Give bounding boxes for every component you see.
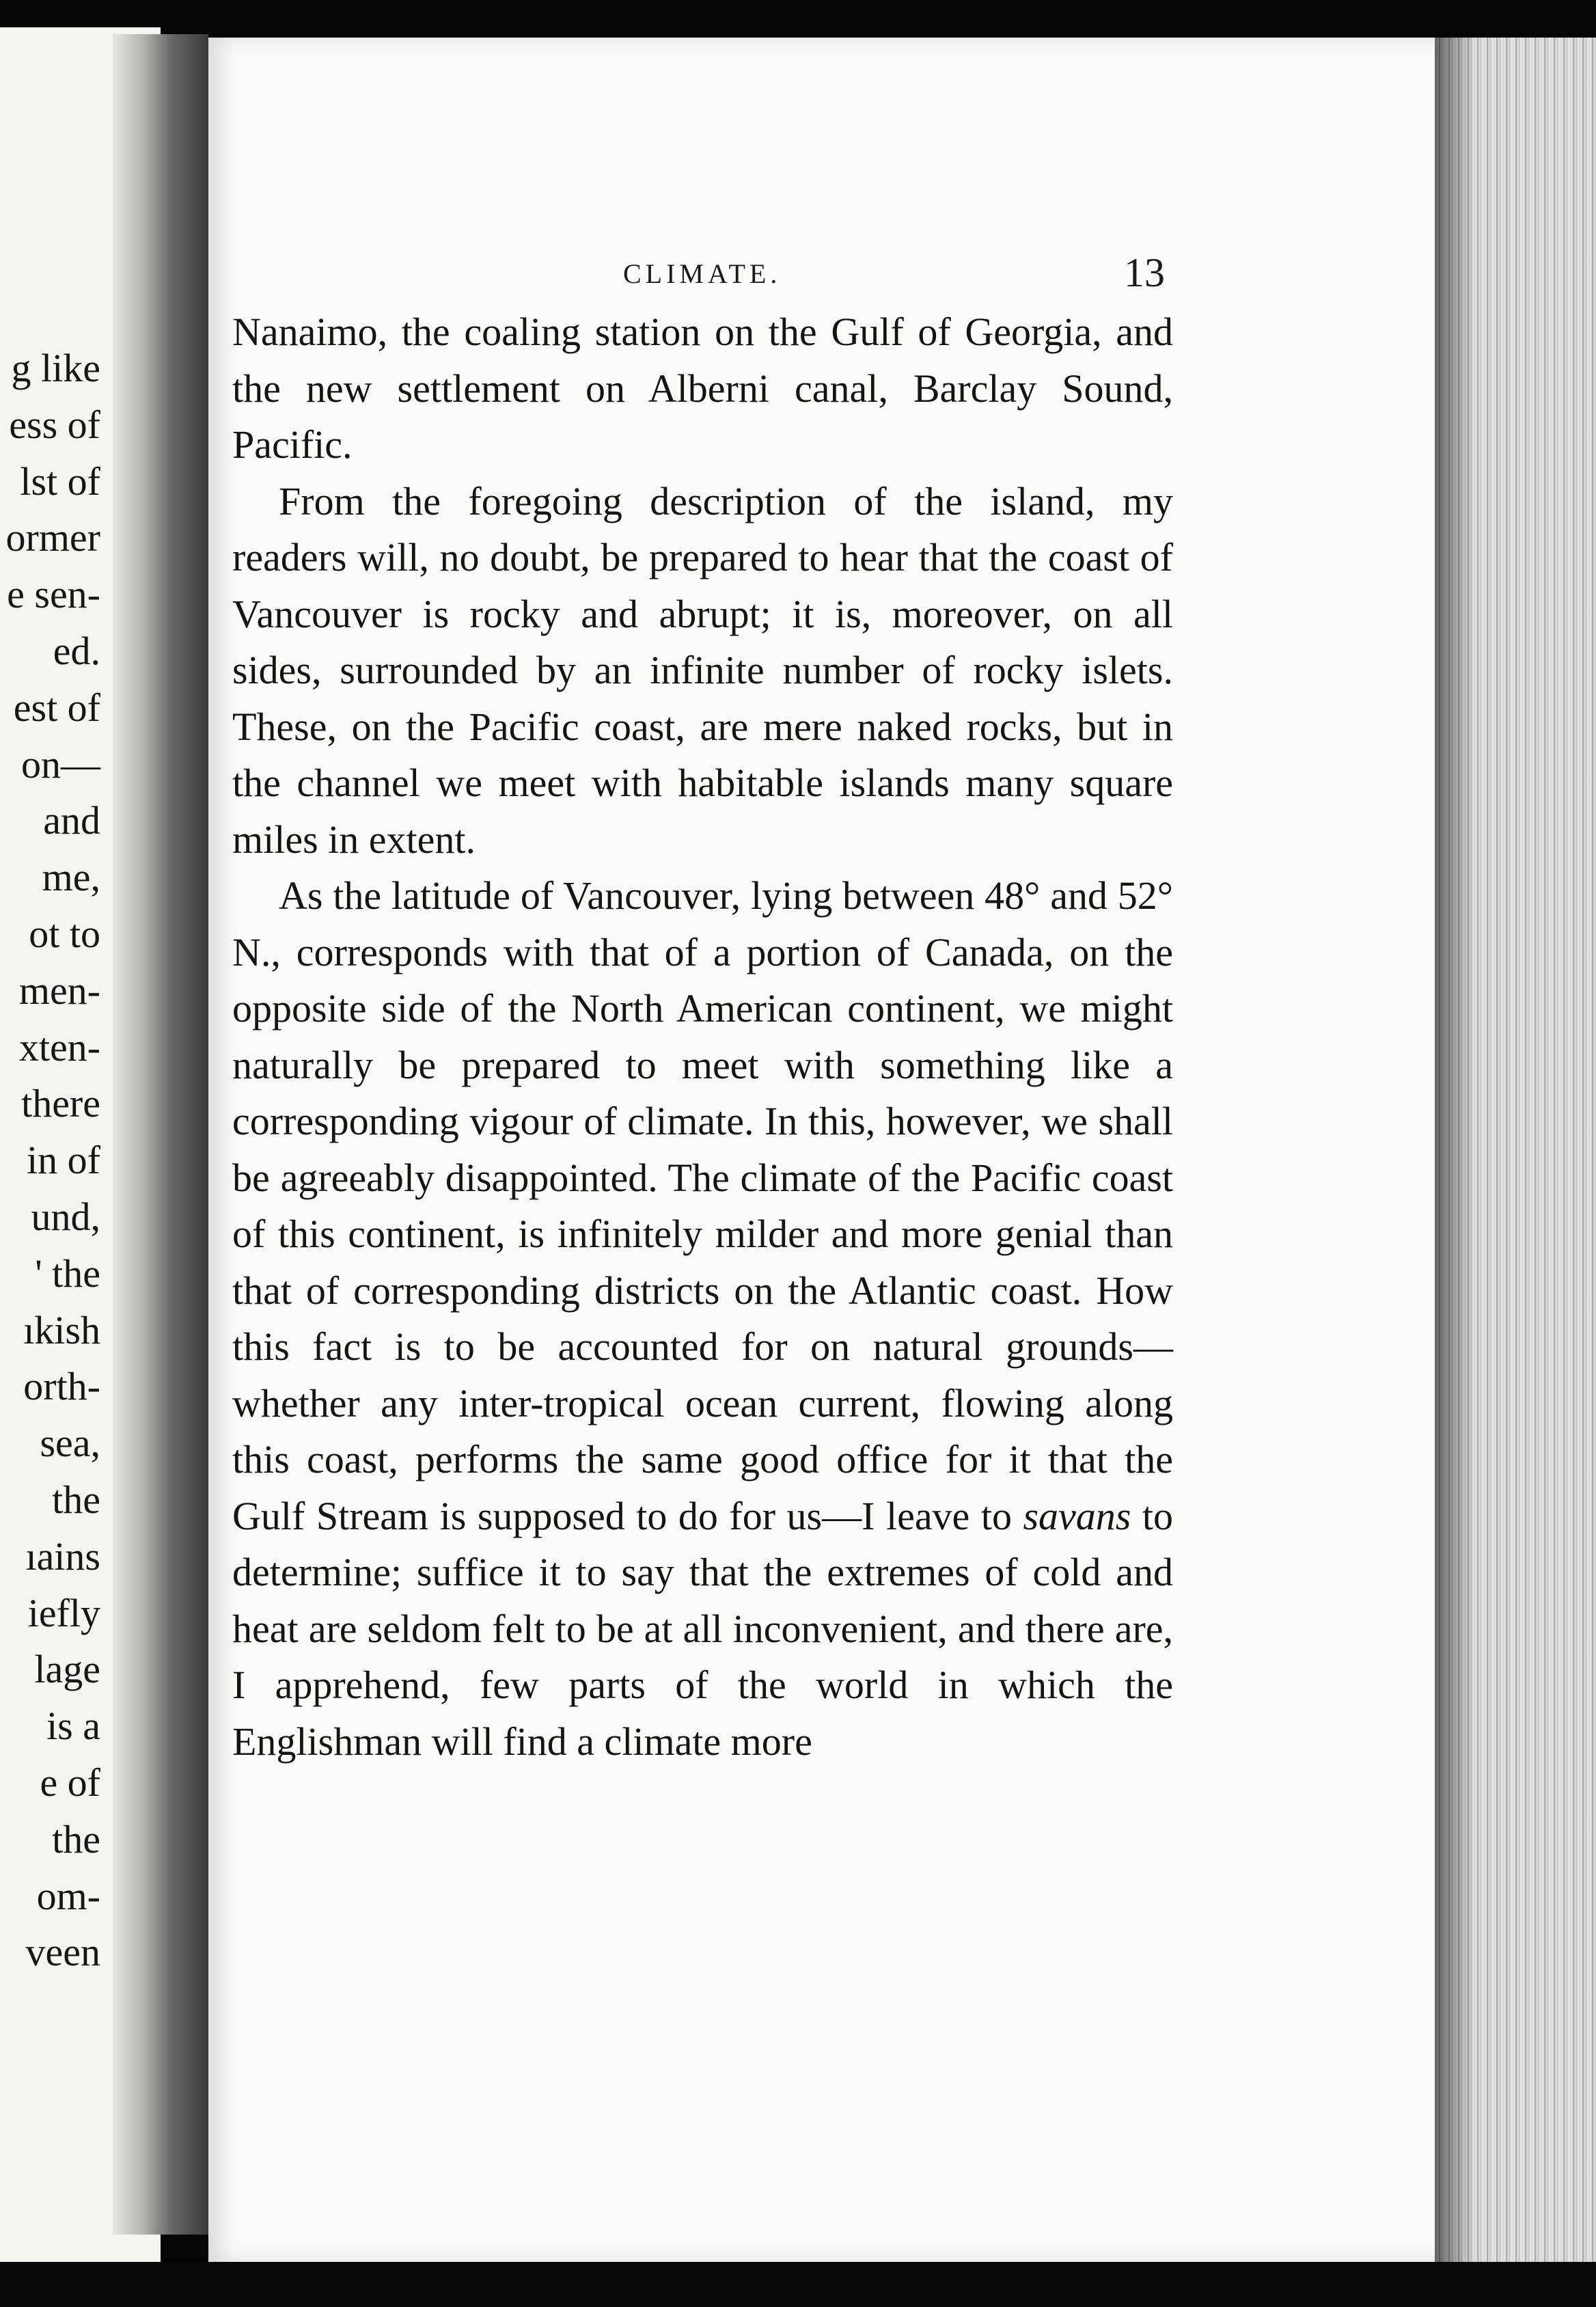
paragraph-2: From the foregoing description of the island, my readers will, no doubt, be prepared to hear that the coast of Vancouver is rocky and abrupt; it is, moreover, on all sides, surrounded by an infinite number of rocky islets. These, on the Pacific coast, are mere naked rocks, but in the channel we meet with habitable islands many square miles in extent. [232, 478, 1173, 862]
left-line: orth- [23, 1364, 100, 1409]
left-line: ' the [35, 1251, 100, 1296]
running-head-title: CLIMATE. [623, 258, 782, 289]
left-line: sea, [40, 1421, 100, 1466]
left-line: ıkish [23, 1307, 100, 1352]
left-line: xten- [18, 1024, 100, 1069]
left-line: ot to [29, 911, 100, 956]
left-line: ormer [5, 515, 100, 560]
left-line: e of [40, 1760, 100, 1805]
left-line: in of [27, 1138, 100, 1183]
page-number: 13 [1124, 250, 1165, 295]
left-line: on— [21, 741, 100, 787]
paragraph-1: Nanaimo, the coaling station on the Gulf of Georgia, and the new settlement on Alberni canal, Barclay Sound, Pacific. [232, 310, 1173, 467]
paragraph-3-text-b: to determine; suffice it to say that the extremes of cold and heat are seldom felt to be at all inconvenient, and there are, I apprehend, few parts of the world in which the Englishman will find a climate more [232, 1493, 1173, 1764]
left-line: is a [46, 1704, 100, 1749]
left-line: e sen- [7, 572, 100, 617]
left-line: est of [13, 685, 100, 730]
left-line: ed. [53, 628, 100, 673]
left-line: and [43, 798, 100, 843]
scan-bottom-border [0, 2262, 1596, 2307]
left-line: ess of [9, 402, 100, 447]
main-page [208, 38, 1448, 2262]
left-line: me, [42, 855, 100, 900]
left-line: und, [31, 1194, 100, 1239]
left-page-text [6, 340, 101, 1981]
left-line: veen [25, 1930, 100, 1975]
book-gutter [113, 34, 208, 2235]
left-line: the [52, 1477, 100, 1522]
left-line: om- [36, 1873, 100, 1918]
left-line: lst of [20, 459, 100, 504]
left-line: there [21, 1081, 100, 1126]
paragraph-3-text-a: As the latitude of Vancouver, lying between 48° and 52° N., corresponds with that of a portion of Canada, on the opposite side of the North American continent, we might naturally be prepared to meet with something like a corresponding vigour of climate. In this, however, we shall be agreeably disappointed. The climate of the Pacific coast of this continent, is infinitely milder and more genial than that of corresponding districts on the Atlantic coast. How this fact is to be accounted for on natural grounds—whether any inter-tropical ocean current, flowing along this coast, performs the same good office for it that the Gulf Stream is supposed to do for us—I leave to [232, 873, 1173, 1538]
left-line: the [52, 1816, 100, 1861]
italic-word: savans [1023, 1493, 1131, 1538]
paragraph-3 [232, 868, 1173, 1770]
body-text [232, 304, 1173, 1770]
left-line: iefly [27, 1590, 100, 1635]
left-line: men- [18, 968, 100, 1013]
left-line: lage [34, 1647, 100, 1692]
left-line: ıains [25, 1533, 100, 1579]
left-line: g like [11, 346, 100, 390]
page-edge-shadow [1435, 38, 1476, 2282]
